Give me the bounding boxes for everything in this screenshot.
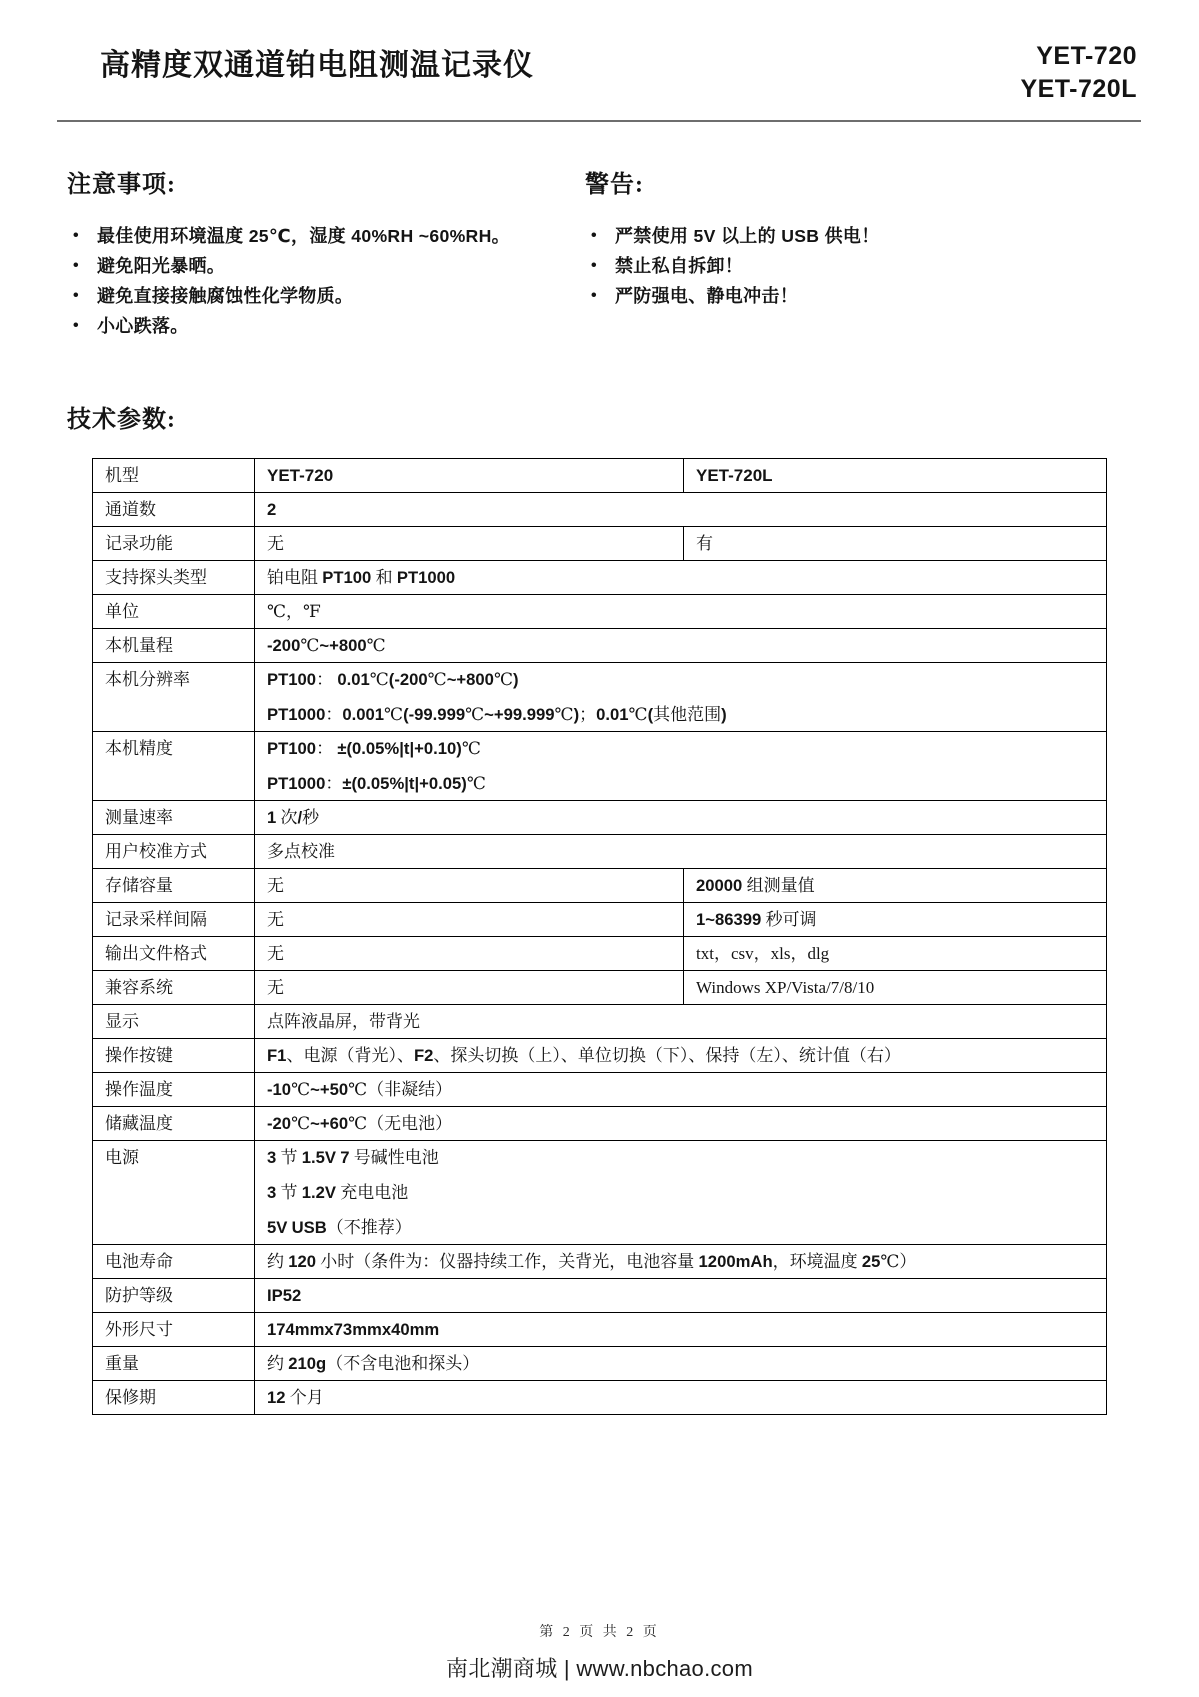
spec-label: 支持探头类型 bbox=[93, 561, 255, 595]
table-row bbox=[93, 1005, 1107, 1039]
page-number-info: 第 2 页 共 2 页 bbox=[539, 1625, 660, 1640]
spec-value bbox=[255, 595, 1107, 629]
spec-label: 本机精度 bbox=[93, 732, 255, 801]
spec-value-line: PT100： ±(0.05%|t|+0.10)℃ bbox=[267, 739, 481, 758]
spec-value-line: txt，csv，xls，dlg bbox=[696, 944, 830, 963]
spec-value-line: 5V USB（不推荐） bbox=[267, 1218, 412, 1237]
doc-header bbox=[0, 0, 1199, 106]
spec-value bbox=[255, 629, 1107, 663]
spec-value-line: IP52 bbox=[267, 1286, 302, 1305]
model-numbers bbox=[1020, 40, 1137, 106]
spec-label: 外形尺寸 bbox=[93, 1313, 255, 1347]
spec-value bbox=[255, 527, 684, 561]
spec-label: 操作温度 bbox=[93, 1073, 255, 1107]
spec-value-line: 点阵液晶屏，带背光 bbox=[267, 1012, 420, 1031]
table-row bbox=[93, 1141, 1107, 1245]
spec-value bbox=[684, 971, 1107, 1005]
model-number-2: YET-720L bbox=[1020, 75, 1137, 103]
bullet-icon: • bbox=[73, 227, 79, 244]
table-row bbox=[93, 1347, 1107, 1381]
table-row bbox=[93, 663, 1107, 732]
spec-label: 机型 bbox=[93, 459, 255, 493]
spec-value-line: 20000 组测量值 bbox=[696, 876, 815, 895]
list-item bbox=[585, 251, 1139, 281]
note-text: 避免阳光暴晒。 bbox=[97, 256, 226, 276]
spec-label: 本机分辨率 bbox=[93, 663, 255, 732]
spec-value bbox=[684, 459, 1107, 493]
spec-value bbox=[255, 1245, 1107, 1279]
warnings-block bbox=[585, 164, 1139, 341]
list-item bbox=[67, 221, 585, 251]
table-row bbox=[93, 1313, 1107, 1347]
spec-label: 保修期 bbox=[93, 1381, 255, 1415]
table-row bbox=[93, 595, 1107, 629]
spec-value-line: PT1000：0.001℃(-99.999℃~+99.999℃)；0.01℃(其他范围) bbox=[267, 705, 727, 724]
table-row bbox=[93, 1381, 1107, 1415]
notes-warnings-section bbox=[0, 122, 1199, 341]
table-row bbox=[93, 937, 1107, 971]
spec-label: 记录采样间隔 bbox=[93, 903, 255, 937]
table-row bbox=[93, 629, 1107, 663]
spec-label: 测量速率 bbox=[93, 801, 255, 835]
table-row bbox=[93, 493, 1107, 527]
spec-label: 输出文件格式 bbox=[93, 937, 255, 971]
spec-value-line: 约 120 小时（条件为：仪器持续工作，关背光，电池容量 1200mAh，环境温度 25℃） bbox=[267, 1252, 917, 1271]
spec-value bbox=[255, 493, 1107, 527]
table-row bbox=[93, 1073, 1107, 1107]
spec-value bbox=[255, 1279, 1107, 1313]
spec-value-line: 多点校准 bbox=[267, 842, 335, 861]
warning-text: 禁止私自拆卸！ bbox=[615, 256, 744, 276]
warning-text: 严防强电、静电冲击！ bbox=[615, 286, 798, 306]
table-row bbox=[93, 971, 1107, 1005]
spec-value bbox=[255, 835, 1107, 869]
table-row bbox=[93, 1107, 1107, 1141]
spec-label: 单位 bbox=[93, 595, 255, 629]
table-row bbox=[93, 732, 1107, 801]
spec-value-line: ℃，℉ bbox=[267, 602, 321, 621]
list-item bbox=[67, 311, 585, 341]
table-row bbox=[93, 1039, 1107, 1073]
spec-value bbox=[255, 1313, 1107, 1347]
note-text: 小心跌落。 bbox=[97, 316, 189, 336]
spec-value-line: -10℃~+50℃（非凝结） bbox=[267, 1080, 453, 1099]
spec-label: 显示 bbox=[93, 1005, 255, 1039]
list-item bbox=[67, 281, 585, 311]
table-row bbox=[93, 903, 1107, 937]
spec-value-line: 铂电阻 PT100 和 PT1000 bbox=[267, 568, 456, 587]
spec-value-line: 无 bbox=[267, 876, 284, 895]
spec-value bbox=[255, 561, 1107, 595]
spec-value-line: 无 bbox=[267, 534, 284, 553]
spec-value bbox=[255, 1039, 1107, 1073]
bullet-icon: • bbox=[591, 257, 597, 274]
spec-label: 存储容量 bbox=[93, 869, 255, 903]
table-row bbox=[93, 561, 1107, 595]
note-text: 避免直接接触腐蚀性化学物质。 bbox=[97, 286, 354, 306]
spec-value bbox=[255, 459, 684, 493]
spec-label: 兼容系统 bbox=[93, 971, 255, 1005]
spec-value bbox=[255, 801, 1107, 835]
warnings-heading: 警告: bbox=[585, 172, 644, 198]
spec-value bbox=[255, 1107, 1107, 1141]
spec-label: 防护等级 bbox=[93, 1279, 255, 1313]
bullet-icon: • bbox=[591, 227, 597, 244]
spec-value-line: 1 次/秒 bbox=[267, 808, 320, 827]
spec-value bbox=[255, 937, 684, 971]
bullet-icon: • bbox=[73, 257, 79, 274]
note-text: 最佳使用环境温度 25℃，湿度 40%RH ~60%RH。 bbox=[97, 226, 510, 246]
spec-value bbox=[255, 971, 684, 1005]
spec-value-line: -200℃~+800℃ bbox=[267, 636, 386, 655]
spec-value-line: PT1000：±(0.05%|t|+0.05)℃ bbox=[267, 774, 486, 793]
spec-value-line: 无 bbox=[267, 978, 284, 997]
spec-value bbox=[684, 869, 1107, 903]
table-row bbox=[93, 1279, 1107, 1313]
warning-text: 严禁使用 5V 以上的 USB 供电！ bbox=[615, 226, 880, 246]
spec-value-line: YET-720L bbox=[696, 466, 773, 485]
spec-value-line: -20℃~+60℃（无电池） bbox=[267, 1114, 453, 1133]
bullet-icon: • bbox=[73, 317, 79, 334]
spec-value-line: 174mmx73mmx40mm bbox=[267, 1320, 440, 1339]
doc-footer bbox=[0, 1621, 1199, 1683]
spec-label: 重量 bbox=[93, 1347, 255, 1381]
bullet-icon: • bbox=[73, 287, 79, 304]
spec-label: 电源 bbox=[93, 1141, 255, 1245]
specs-table-body bbox=[93, 459, 1107, 1415]
spec-value-line: 约 210g（不含电池和探头） bbox=[267, 1354, 480, 1373]
notes-block bbox=[67, 164, 585, 341]
list-item bbox=[67, 251, 585, 281]
spec-value bbox=[255, 663, 1107, 732]
specs-table bbox=[92, 458, 1107, 1415]
spec-value-line: PT100： 0.01℃(-200℃~+800℃) bbox=[267, 670, 519, 689]
spec-value bbox=[255, 869, 684, 903]
table-row bbox=[93, 527, 1107, 561]
spec-value bbox=[255, 1141, 1107, 1245]
notes-list bbox=[67, 221, 585, 341]
spec-label: 记录功能 bbox=[93, 527, 255, 561]
spec-label: 储藏温度 bbox=[93, 1107, 255, 1141]
specs-heading: 技术参数: bbox=[67, 407, 176, 433]
table-row bbox=[93, 835, 1107, 869]
spec-label: 通道数 bbox=[93, 493, 255, 527]
spec-value-line: 3 节 1.2V 充电电池 bbox=[267, 1183, 409, 1202]
spec-value bbox=[255, 1381, 1107, 1415]
spec-value bbox=[255, 732, 1107, 801]
table-row bbox=[93, 459, 1107, 493]
spec-value-line: 无 bbox=[267, 944, 284, 963]
table-row bbox=[93, 801, 1107, 835]
spec-value-line: 3 节 1.5V 7 号碱性电池 bbox=[267, 1148, 439, 1167]
spec-value bbox=[684, 937, 1107, 971]
spec-value-line: 1~86399 秒可调 bbox=[696, 910, 817, 929]
table-row bbox=[93, 1245, 1107, 1279]
spec-label: 本机量程 bbox=[93, 629, 255, 663]
spec-label: 操作按键 bbox=[93, 1039, 255, 1073]
spec-value-line: 无 bbox=[267, 910, 284, 929]
site-info: 南北潮商城 | www.nbchao.com bbox=[446, 1656, 753, 1681]
spec-value bbox=[255, 1073, 1107, 1107]
list-item bbox=[585, 281, 1139, 311]
table-row bbox=[93, 869, 1107, 903]
spec-value-line: YET-720 bbox=[267, 466, 334, 485]
spec-value bbox=[255, 1347, 1107, 1381]
spec-value bbox=[684, 903, 1107, 937]
spec-value bbox=[255, 1005, 1107, 1039]
spec-label: 用户校准方式 bbox=[93, 835, 255, 869]
list-item bbox=[585, 221, 1139, 251]
spec-value-line: 2 bbox=[267, 500, 277, 519]
spec-value bbox=[255, 903, 684, 937]
model-number-1: YET-720 bbox=[1036, 42, 1137, 70]
bullet-icon: • bbox=[591, 287, 597, 304]
spec-value-line: 有 bbox=[696, 534, 713, 553]
spec-value-line: Windows XP/Vista/7/8/10 bbox=[696, 978, 875, 997]
spec-label: 电池寿命 bbox=[93, 1245, 255, 1279]
spec-value-line: 12 个月 bbox=[267, 1388, 324, 1407]
spec-value bbox=[684, 527, 1107, 561]
page-title: 高精度双通道铂电阻测温记录仪 bbox=[100, 49, 534, 82]
notes-heading: 注意事项: bbox=[67, 172, 176, 198]
warnings-list bbox=[585, 221, 1139, 311]
spec-value-line: F1、电源（背光）、F2、探头切换（上）、单位切换（下）、保持（左）、统计值（右） bbox=[267, 1046, 901, 1065]
